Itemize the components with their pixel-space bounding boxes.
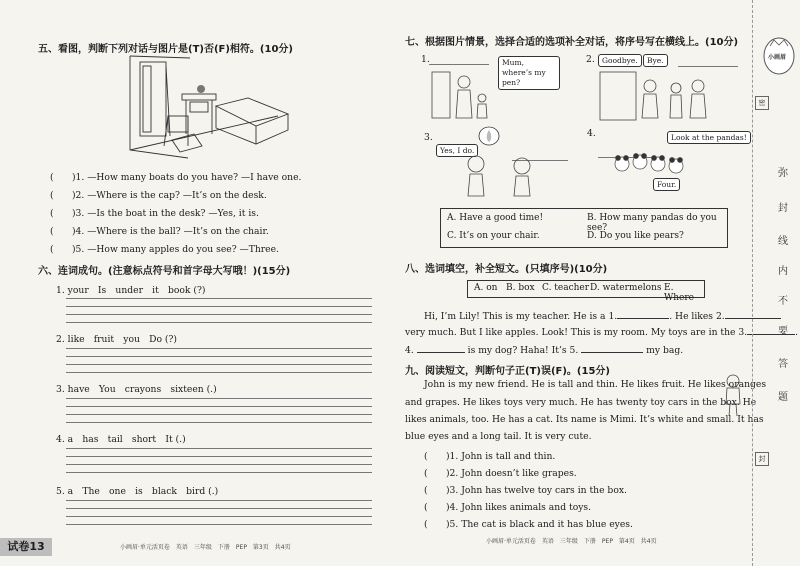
s8-text: my bag. xyxy=(646,345,684,356)
binding-divider xyxy=(752,0,754,566)
write-line[interactable] xyxy=(66,406,372,407)
section-9-title: 九、阅读短文，判断句子正(T)误(F)。(15分) xyxy=(405,366,610,377)
word-option: A. on xyxy=(474,283,498,293)
margin-char: 题 xyxy=(778,392,788,403)
write-line[interactable] xyxy=(66,414,372,415)
s9-item: ( )4. John likes animals and toys. xyxy=(424,502,592,513)
s7-options-box xyxy=(440,208,728,248)
pear-bubble-icon xyxy=(478,126,500,146)
write-line[interactable] xyxy=(66,448,372,449)
s6-item: 2. like fruit you Do (?) xyxy=(56,334,178,345)
s6-item: 1. your Is under it book (?) xyxy=(56,285,206,296)
word-option: D. watermelons xyxy=(590,283,662,293)
s6-item: 3. have You crayons sixteen (.) xyxy=(56,384,217,395)
speech-bubble: Bye. xyxy=(643,54,668,67)
left-footer: 小画眉·单元活页卷 英语 三年级 下册 PEP 第3页 共4页 xyxy=(120,544,291,551)
write-line[interactable] xyxy=(66,524,372,525)
answer-line[interactable] xyxy=(678,66,738,67)
section-5-title: 五、看图，判断下列对话与图片是(T)否(F)相符。(10分) xyxy=(38,44,293,55)
seal-mark-top: 密 xyxy=(755,96,769,110)
write-line[interactable] xyxy=(66,314,372,315)
mum-child-illustration xyxy=(430,68,494,124)
room-illustration xyxy=(128,54,296,160)
s9-item: ( )1. John is tall and thin. xyxy=(424,451,556,462)
pic-number: 4. xyxy=(587,128,596,139)
write-line[interactable] xyxy=(66,348,372,349)
s8-line-1 xyxy=(424,310,781,322)
option-a: A. Have a good time! xyxy=(447,213,544,223)
margin-char: 不 xyxy=(778,296,788,307)
write-line[interactable] xyxy=(66,508,372,509)
s9-item: ( )5. The cat is black and it has blue eyes. xyxy=(424,519,633,530)
goodbye-illustration xyxy=(598,70,718,124)
word-option: B. box xyxy=(506,283,535,293)
write-line[interactable] xyxy=(66,322,372,323)
word-bank xyxy=(467,280,705,303)
brand-logo-text: 小画眉 xyxy=(768,54,787,61)
word-option: E. Where xyxy=(664,283,695,303)
blank-5[interactable] xyxy=(581,344,643,353)
word-option: C. teacher xyxy=(542,283,590,293)
pic-number: 2. xyxy=(586,54,595,65)
write-line[interactable] xyxy=(66,422,372,423)
write-line[interactable] xyxy=(66,456,372,457)
s8-line-2 xyxy=(405,326,798,338)
write-line[interactable] xyxy=(66,464,372,465)
s8-text: . He likes 2. xyxy=(669,311,725,322)
s8-text: 4. xyxy=(405,345,414,356)
margin-char: 线 xyxy=(778,236,788,247)
write-line[interactable] xyxy=(66,298,372,299)
speech-bubble: Look at the pandas! xyxy=(667,131,751,144)
speech-bubble: Four. xyxy=(653,178,680,191)
margin-char: 内 xyxy=(778,266,788,277)
s5-item: ( )4. —Where is the ball? —It’s on the chair. xyxy=(50,226,269,237)
option-c: C. It’s on your chair. xyxy=(447,231,540,241)
speech-bubble: Yes, I do. xyxy=(436,144,478,157)
boy-john-illustration xyxy=(722,374,744,418)
section-6-title: 六、连词成句。(注意标点符号和首字母大写哦！)(15分) xyxy=(38,266,291,277)
seal-mark-bottom: 封 xyxy=(755,452,769,466)
s8-text: Hi, I’m Lily! This is my teacher. He is a 1. xyxy=(424,311,618,322)
write-line[interactable] xyxy=(66,398,372,399)
section-7-title: 七、根据图片情景，选择合适的选项补全对话，将序号写在横线上。(10分) xyxy=(405,37,739,48)
write-line[interactable] xyxy=(66,472,372,473)
section-8-title: 八、选词填空，补全短文。(只填序号)(10分) xyxy=(405,264,608,275)
s8-text: is my dog? Haha! It’s 5. xyxy=(467,345,579,356)
blank-1[interactable] xyxy=(617,310,669,319)
margin-char: 要 xyxy=(778,326,788,337)
option-b: B. How many pandas do you see? xyxy=(587,213,717,233)
s5-item: ( )5. —How many apples do you see? —Three. xyxy=(50,244,279,255)
write-line[interactable] xyxy=(66,500,372,501)
paper-number-badge: 试卷13 xyxy=(0,538,52,556)
s8-line-3 xyxy=(405,344,683,356)
write-line[interactable] xyxy=(66,306,372,307)
write-line[interactable] xyxy=(66,372,372,373)
s6-item: 4. a has tail short It (.) xyxy=(56,434,186,445)
blank-4[interactable] xyxy=(417,344,465,353)
s5-item: ( )1. —How many boats do you have? —I have one. xyxy=(50,172,302,183)
two-children-illustration xyxy=(462,152,558,200)
s8-text: . xyxy=(795,327,799,338)
passage-line: likes animals, too. He has a cat. Its name is Mimi. It’s white and small. It has xyxy=(405,414,764,425)
s6-item: 5. a The one is black bird (.) xyxy=(56,486,219,497)
s9-item: ( )3. John has twelve toy cars in the box. xyxy=(424,485,627,496)
s5-item: ( )2. —Where is the cap? —It’s on the desk. xyxy=(50,190,267,201)
pic-number: 1. xyxy=(421,54,430,65)
passage-line: blue eyes and a long tail. It is very cute. xyxy=(405,431,592,442)
option-d: D. Do you like pears? xyxy=(587,231,684,241)
write-line[interactable] xyxy=(66,516,372,517)
margin-char: 弥 xyxy=(778,168,788,179)
write-line[interactable] xyxy=(66,356,372,357)
passage-line: John is my new friend. He is tall and thin. He likes fruit. He likes oranges xyxy=(424,379,767,390)
margin-char: 封 xyxy=(778,203,788,214)
write-line[interactable] xyxy=(66,364,372,365)
passage-line: and grapes. He likes toys very much. He has twenty toy cars in the box. He xyxy=(405,397,757,408)
s8-text: very much. But I like apples. Look! This is my room. My toys are in the 3. xyxy=(405,327,748,338)
speech-bubble: Mum, where’s my pen? xyxy=(498,56,560,90)
margin-char: 答 xyxy=(778,359,788,370)
pic-number: 3. xyxy=(424,132,433,143)
speech-bubble: Goodbye. xyxy=(598,54,642,67)
right-footer: 小画眉·单元活页卷 英语 三年级 下册 PEP 第4页 共4页 xyxy=(486,538,657,545)
answer-line[interactable] xyxy=(429,64,489,65)
s5-item: ( )3. —Is the boat in the desk? —Yes, it is. xyxy=(50,208,259,219)
s9-item: ( )2. John doesn’t like grapes. xyxy=(424,468,577,479)
